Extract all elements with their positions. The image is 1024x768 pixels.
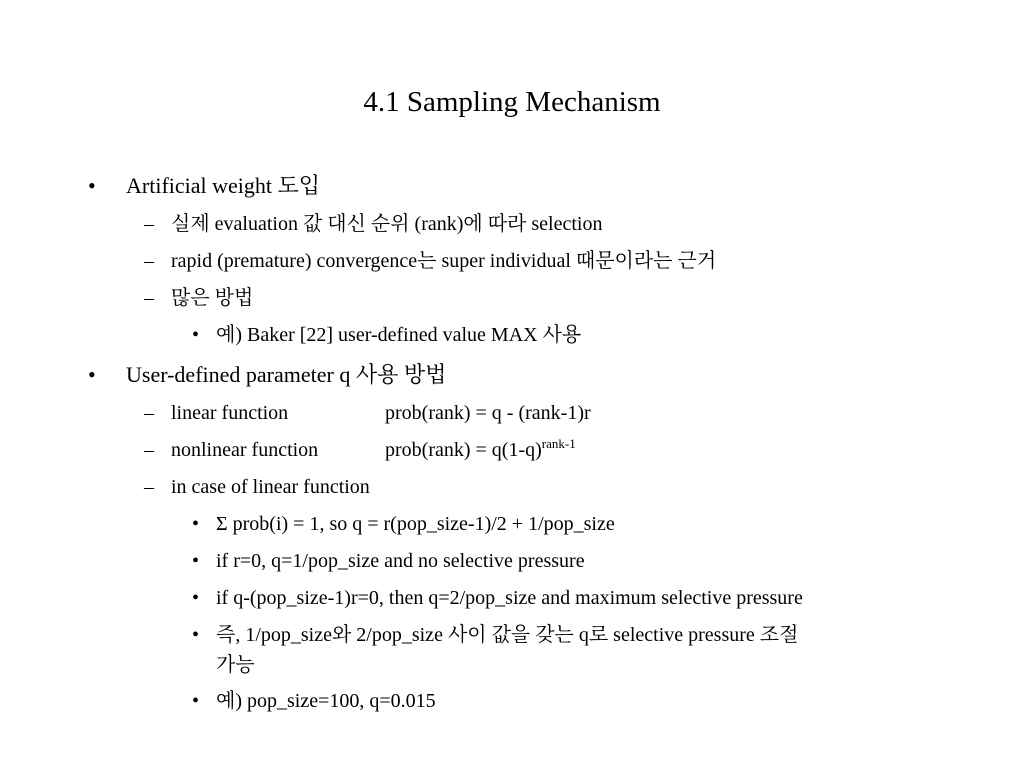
sub-sub-item-text: 즉, 1/pop_size와 2/pop_size 사이 값을 갖는 q로 selective pressure 조절: [216, 624, 799, 646]
nonlinear-function-formula: [385, 437, 576, 463]
bullet-marker: •: [192, 550, 200, 572]
bullet-marker: •: [192, 690, 200, 712]
sub-item-text: 많은 방법: [171, 287, 254, 309]
linear-function-formula: prob(rank) = q - (rank-1)r: [385, 402, 591, 424]
linear-function-label: linear function: [171, 402, 289, 424]
sub-item-text: in case of linear function: [171, 476, 370, 498]
dash-marker: –: [144, 213, 154, 235]
sub-sub-item-text: 예) Baker [22] user-defined value MAX 사용: [216, 324, 582, 346]
dash-marker: –: [144, 476, 154, 498]
bullet-marker: •: [192, 513, 200, 535]
bullet-marker: •: [192, 587, 200, 609]
sub-sub-item-text: if r=0, q=1/pop_size and no selective pressure: [216, 550, 585, 572]
sub-sub-item-text-continued: 가능: [216, 654, 255, 676]
sub-item-text: 실제 evaluation 값 대신 순위 (rank)에 따라 selection: [171, 213, 603, 235]
dash-marker: –: [144, 439, 154, 461]
formula-exponent: rank-1: [541, 436, 576, 451]
dash-marker: –: [144, 250, 154, 272]
slide-title: 4.1 Sampling Mechanism: [363, 86, 661, 118]
dash-marker: –: [144, 287, 154, 309]
bullet-text: User-defined parameter q 사용 방법: [126, 362, 447, 387]
nonlinear-function-label: nonlinear function: [171, 439, 319, 461]
sub-sub-item-text: 예) pop_size=100, q=0.015: [216, 690, 436, 712]
dash-marker: –: [144, 402, 154, 424]
bullet-text: Artificial weight 도입: [126, 173, 321, 198]
sub-sub-item-text: Σ prob(i) = 1, so q = r(pop_size-1)/2 + 1/pop_size: [216, 513, 615, 535]
formula-base: prob(rank) = q(1-q): [385, 439, 542, 461]
bullet-marker: •: [192, 324, 200, 346]
bullet-marker: •: [88, 362, 96, 387]
sub-item-text: rapid (premature) convergence는 super individual 때문이라는 근거: [171, 250, 717, 272]
bullet-marker: •: [88, 173, 96, 198]
sub-sub-item-text: if q-(pop_size-1)r=0, then q=2/pop_size and maximum selective pressure: [216, 587, 803, 609]
bullet-marker: •: [192, 624, 200, 646]
